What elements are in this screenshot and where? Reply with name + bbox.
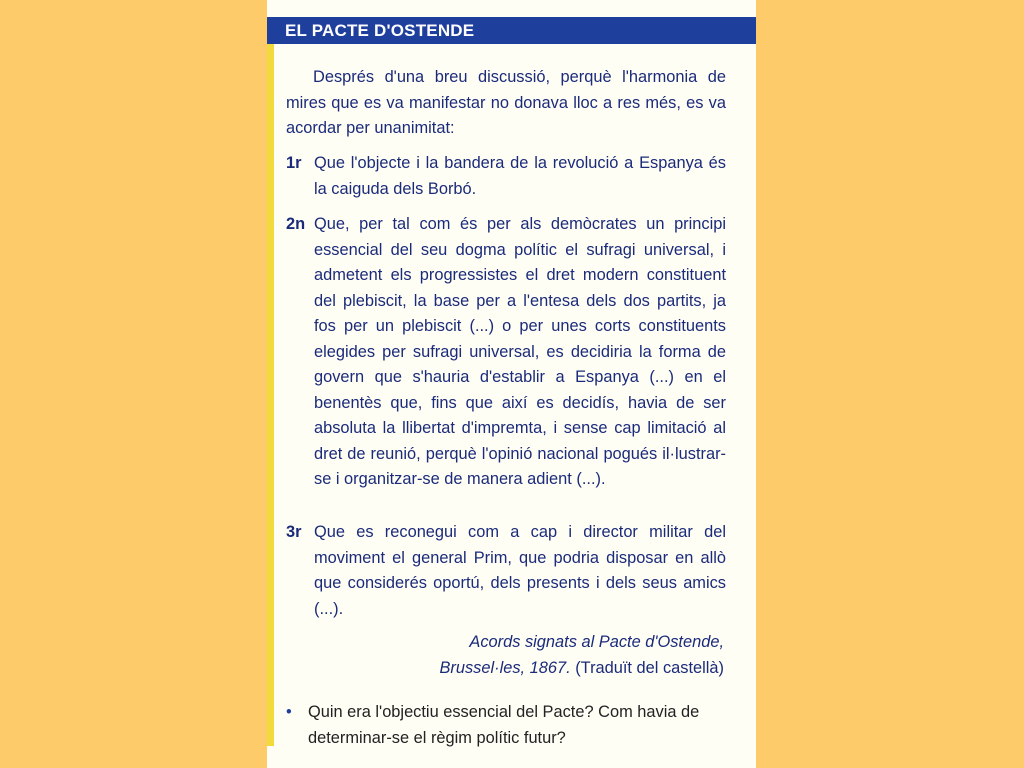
item-text-1: Que l'objecte i la bandera de la revolució a Espanya és la caiguda dels Borbó.: [314, 154, 726, 198]
item-number-3: 3r: [286, 523, 302, 541]
agreement-item-2: [286, 212, 726, 493]
bullet-icon: •: [286, 703, 292, 721]
source-translation-note: (Traduït del castellà): [570, 658, 724, 677]
question-text: Quin era l'objectiu essencial del Pacte? Com havia de determinar-se el règim polític futur?: [308, 703, 700, 747]
source-place-date: Brussel·les, 1867.: [439, 658, 571, 677]
item-number-2: 2n: [286, 215, 306, 233]
source-line-1: Acords signats al Pacte d'Ostende,: [469, 633, 724, 651]
intro-paragraph: Després d'una breu discussió, perquè l'harmonia de mires que es va manifestar no donava lloc a res més, es va acordar per unanimitat:: [286, 68, 726, 137]
accent-bar: [267, 44, 274, 746]
document-page: [267, 0, 756, 768]
agreement-item-3: [286, 520, 726, 622]
document-title: EL PACTE D'OSTENDE: [285, 21, 475, 40]
agreement-item-1: [286, 151, 726, 202]
title-bar: [267, 17, 756, 44]
item-text-3: Que es reconegui com a cap i director militar del moviment el general Prim, que podria disposar en allò que considerés oportú, dels presents i dels seus amics (...).: [314, 523, 726, 618]
item-number-1: 1r: [286, 154, 302, 172]
source-citation: [439, 630, 724, 681]
item-text-2: Que, per tal com és per als demòcrates un principi essencial del seu dogma polític el sufragi universal, i admetent els progressistes el dret modern constituent del plebiscit, la base per a l'entesa dels dos partits, ja fos per un plebiscit (...) o per unes corts constituents elegides per sufragi universal, es decidiria la forma de govern que s'hauria d'establir a Espanya (...) en el benentès que, fins que així es decidís, havia de ser absoluta la llibertat d'impremta, i sense cap limitació al dret de reunió, perquè l'opinió nacional pogués il·lustrar-se i organitzar-se de manera adient (...).: [314, 215, 726, 488]
study-question: [286, 700, 726, 751]
source-line-2: [439, 656, 724, 682]
